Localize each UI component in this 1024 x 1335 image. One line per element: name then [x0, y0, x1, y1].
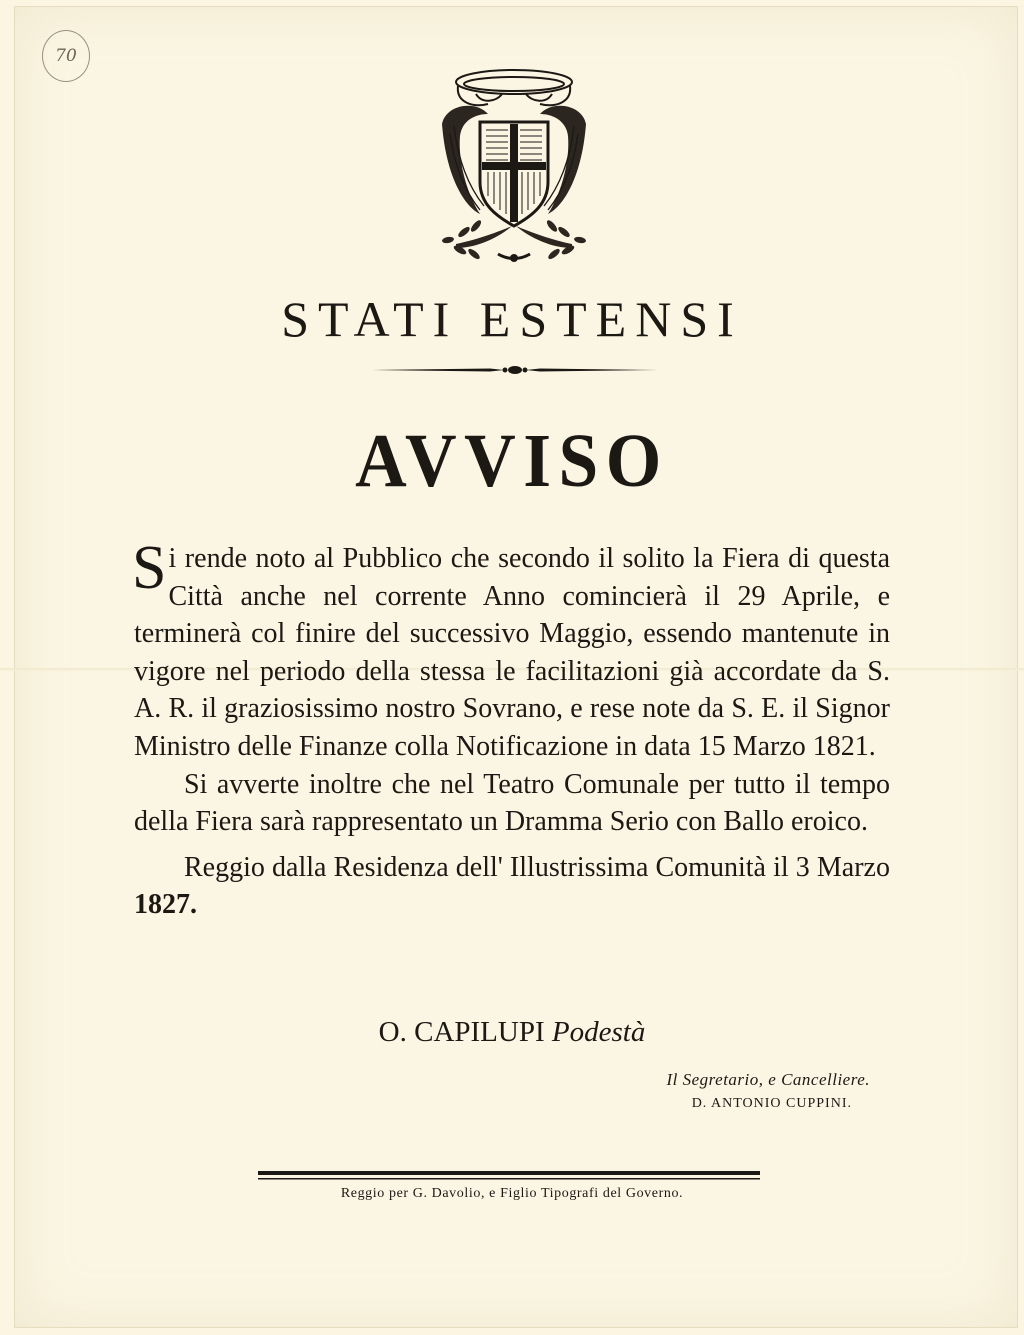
signatory-title: Podestà — [551, 1016, 646, 1048]
state-heading: STATI ESTENSI — [281, 291, 743, 347]
secretary-role: Il Segretario, e Cancelliere. — [666, 1070, 870, 1089]
archive-number-mark — [42, 30, 90, 82]
secretary-block — [560, 1070, 870, 1112]
date-year: 1827. — [134, 889, 197, 921]
paragraph-fair-dates-text: i rende noto al Pubblico che secondo il solito la Fiera di questa Città anche nel corrente Anno comincierà il 29 Aprile, e terminerà col finire del successivo Maggio, essendo mantenute in vigore nel periodo della stessa le facilitazioni già accordate da S. A. R. il graziosissimo nostro Sovrano, e rese note da S. E. il Signor Ministro delle Finanze colla Notificazione in data 15 Marzo 1821. — [134, 543, 890, 762]
notice-title: AVVISO — [355, 419, 669, 503]
printer-imprint: Reggio per G. Davolio, e Figlio Tipografi del Governo. — [340, 1186, 684, 1201]
paragraph-date — [134, 849, 890, 924]
paragraph-date-text: Reggio dalla Residenza dell' Illustrissima Comunità il 3 Marzo — [184, 851, 890, 883]
archive-number: 70 — [55, 46, 77, 66]
secretary-name: D. ANTONIO CUPPINI. — [691, 1096, 852, 1111]
double-rule-divider — [258, 1170, 760, 1182]
coat-of-arms-icon — [436, 64, 592, 270]
signatory-name: O. CAPILUPI — [378, 1016, 545, 1048]
notice-body — [132, 534, 890, 924]
podesta-signature — [0, 1016, 1024, 1049]
drop-cap: S — [132, 534, 167, 602]
paragraph-theatre-text: Si avverte inoltre che nel Teatro Comunale per tutto il tempo della Fiera sarà rappresentato un Dramma Serio con Ballo eroico. — [134, 768, 890, 838]
paragraph-theatre — [134, 766, 890, 841]
paragraph-fair-dates — [132, 534, 890, 766]
ornamental-divider-icon — [372, 362, 658, 378]
